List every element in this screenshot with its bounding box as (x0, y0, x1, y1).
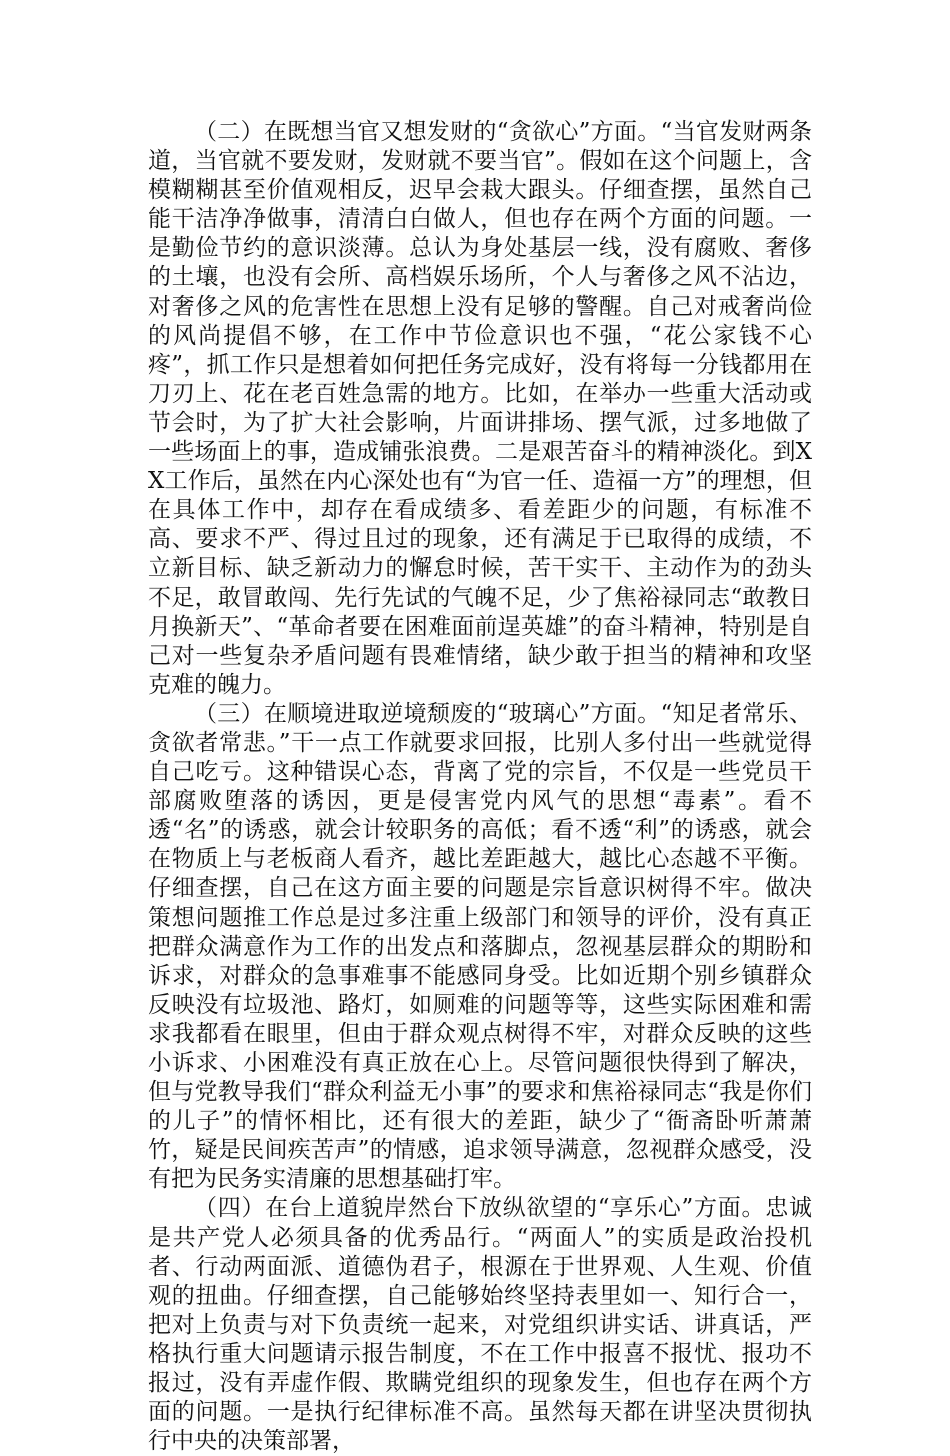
paragraph-hedonism: （四）在台上道貌岸然台下放纵欲望的“享乐心”方面。忠诚是共产党人必须具备的优秀品行。“两面人”的实质是政治投机者、行动两面派、道德伪君子，根源在于世界观、人生观、价值观的扭曲。仔细查摆，自己能够始终坚持表里如一、知行合一，把对上负责与对下负责统一起来，对党组织讲实话、讲真话，严格执行重大问题请示报告制度，不在工作中报喜不报忧、报功不报过，没有弄虚作假、欺瞒党组织的现象发生，但也存在两个方面的问题。一是执行纪律标准不高。虽然每天都在讲坚决贯彻执行中央的决策部署， (148, 1195, 812, 1455)
paragraph-fragile-heart: （三）在顺境进取逆境颓废的“玻璃心”方面。“知足者常乐、贪欲者常悲。”干一点工作就要求回报，比别人多付出一些就觉得自己吃亏。这种错误心态，背离了党的宗旨，不仅是一些党员干部腐败堕落的诱因，更是侵害党内风气的思想“毒素”。看不透“名”的诱惑，就会计较职务的高低；看不透“利”的诱惑，就会在物质上与老板商人看齐，越比差距越大，越比心态越不平衡。仔细查摆，自己在这方面主要的问题是宗旨意识树得不牢。做决策想问题推工作总是过多注重上级部门和领导的评价，没有真正把群众满意作为工作的出发点和落脚点，忽视基层群众的期盼和诉求，对群众的急事难事不能感同身受。比如近期个别乡镇群众反映没有垃圾池、路灯，如厕难的问题等等，这些实际困难和需求我都看在眼里，但由于群众观点树得不牢，对群众反映的这些小诉求、小困难没有真正放在心上。尽管问题很快得到了解决，但与党教导我们“群众利益无小事”的要求和焦裕禄同志“我是你们的儿子”的情怀相比，还有很大的差距，缺少了“衙斋卧听萧萧竹，疑是民间疾苦声”的情感，追求领导满意，忽视群众感受，没有把为民务实清廉的思想基础打牢。 (148, 700, 812, 1193)
paragraph-greed: （二）在既想当官又想发财的“贪欲心”方面。“当官发财两条道，当官就不要发财，发财就不要当官”。假如在这个问题上，含模糊糊甚至价值观相反，迟早会栽大跟头。仔细查摆，虽然自己能干洁净净做事，清清白白做人，但也存在两个方面的问题。一是勤俭节约的意识淡薄。总认为身处基层一线，没有腐败、奢侈的土壤，也没有会所、高档娱乐场所，个人与奢侈之风不沾边，对奢侈之风的危害性在思想上没有足够的警醒。自己对戒奢尚俭的风尚提倡不够，在工作中节俭意识也不强，“花公家钱不心疼”，抓工作只是想着如何把任务完成好，没有将每一分钱都用在刀刃上、花在老百姓急需的地方。比如，在举办一些重大活动或节会时，为了扩大社会影响，片面讲排场、摆气派，过多地做了一些场面上的事，造成铺张浪费。二是艰苦奋斗的精神淡化。到XX工作后，虽然在内心深处也有“为官一任、造福一方”的理想，但在具体工作中，却存在看成绩多、看差距少的问题，有标准不高、要求不严、得过且过的现象，还有满足于已取得的成绩，不立新目标、缺乏新动力的懈怠时候，苦干实干、主动作为的劲头不足，敢冒敢闯、先行先试的气魄不足，少了焦裕禄同志“敢教日月换新天”、“革命者要在困难面前逞英雄”的奋斗精神，特别是自己对一些复杂矛盾问题有畏难情绪，缺少敢于担当的精神和攻坚克难的魄力。 (148, 119, 812, 698)
document-body (148, 118, 812, 1456)
